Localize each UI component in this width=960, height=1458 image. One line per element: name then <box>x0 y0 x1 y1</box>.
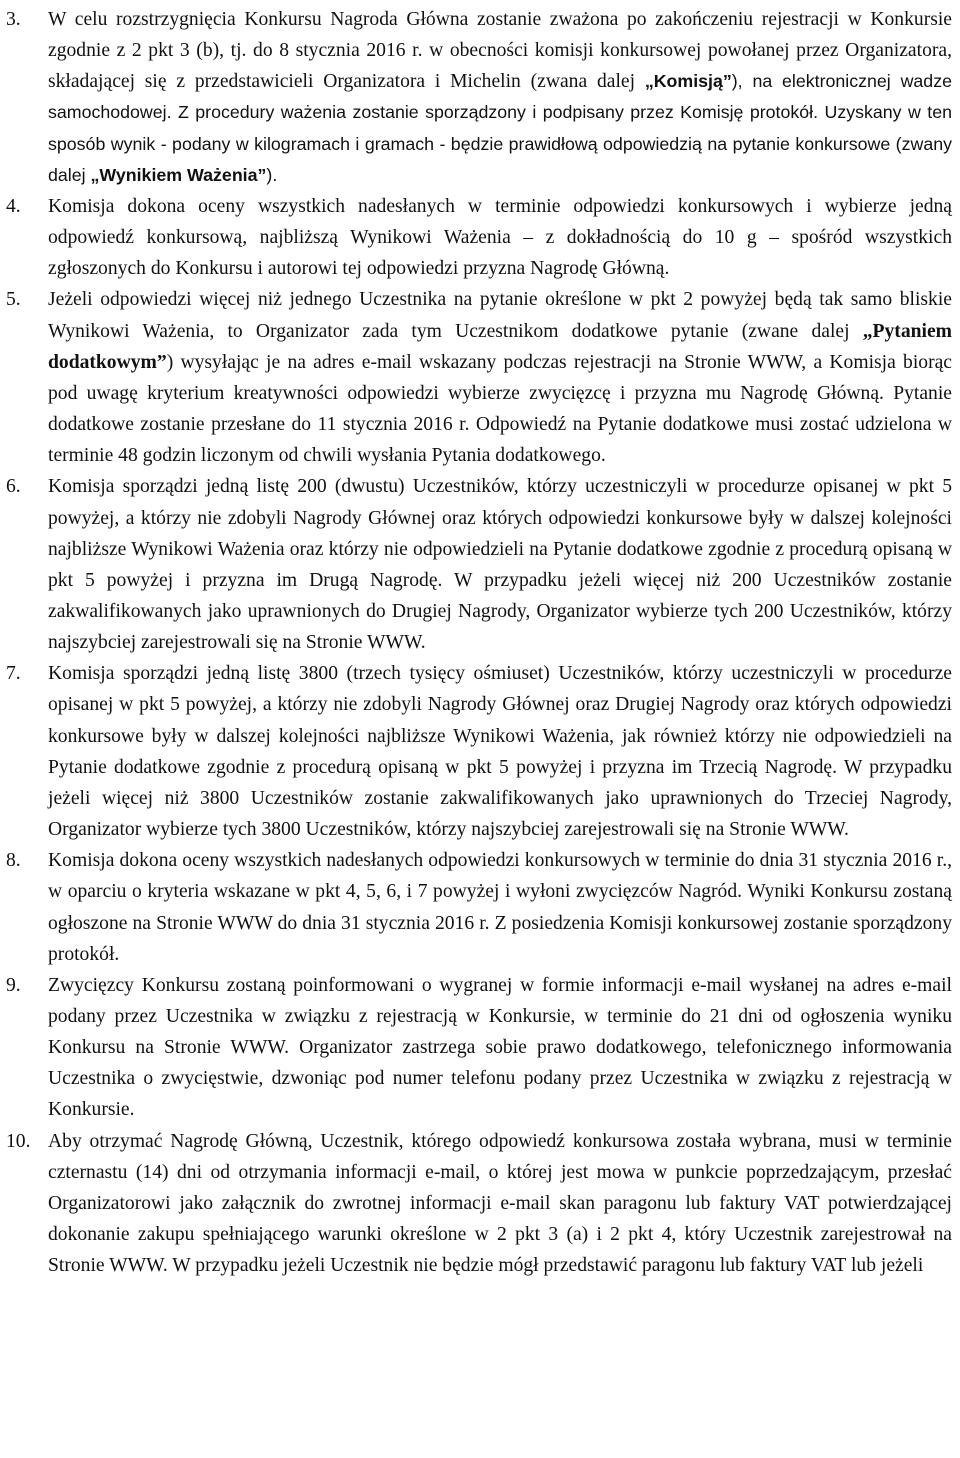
text-segment: Jeżeli odpowiedzi więcej niż jednego Uczestnika na pytanie określone w pkt 2 powyżej będą tak samo bliskie Wynikowi Ważenia, to Organizator zada tym Uczestnikom dodatkowe pytanie (zwane dalej <box>48 289 952 342</box>
text-segment: Komisja dokona oceny wszystkich nadesłanych odpowiedzi konkursowych w terminie do dnia 31 stycznia 2016 r., w oparciu o kryteria wskazane w pkt 4, 5, 6, i 7 powyżej i wyłoni zwycięzców Nagród. Wyniki Konkursu zostaną ogłoszone na Stronie WWW do dnia 31 stycznia 2016 r. Z posiedzenia Komisji konkursowej zostanie sporządzony protokół. <box>48 850 952 965</box>
item-text <box>48 196 952 279</box>
list-item <box>6 658 952 845</box>
list-item <box>6 284 952 471</box>
item-number: 3. <box>6 9 21 30</box>
list-item <box>6 845 952 970</box>
text-segment: W celu rozstrzygnięcia Konkursu Nagroda Główna zostanie zważona po zakończeniu rejestracji w Konkursie zgodnie z 2 pkt 3 (b), tj. do 8 stycznia 2016 r. w obecności komisji konkursowej powołanej przez Organizatora, składającej się z przedstawicieli Organizatora i Michelin (zwana dalej <box>48 9 952 93</box>
item-number: 9. <box>6 974 21 996</box>
list-item <box>6 4 952 191</box>
text-segment: Komisja sporządzi jedną listę 200 (dwustu) Uczestników, którzy uczestniczyli w procedurze opisanej w pkt 5 powyżej, a którzy nie zdobyli Nagrody Głównej oraz których odpowiedzi konkursowe były w dalszej kolejności najbliższe Wynikowi Ważenia oraz którzy nie odpowiedzieli na Pytanie dodatkowe zgodnie z procedurą opisaną w pkt 5 powyżej i przyzna im Drugą Nagrodę. W przypadku jeżeli więcej niż 200 Uczestników zostanie zakwalifikowanych jako uprawnionych do Drugiej Nagrody, Organizator wybierze tych 200 Uczestników, którzy najszybciej zarejestrowali się na Stronie WWW. <box>48 476 952 654</box>
text-segment: Aby otrzymać Nagrodę Główną, Uczestnik, którego odpowiedź konkursowa została wybrana, musi w terminie czternastu (14) dni od otrzymania informacji e-mail, o której jest mowa w punkcie poprzedzającym, przesłać Organizatorowi jako załącznik do zwrotnej informacji e-mail skan paragonu lub faktury VAT potwierdzającej dokonanie zakupu spełniającego warunki określone w 2 pkt 3 (a) i 2 pkt 4, który Uczestnik zarejestrował na Stronie WWW. W przypadku jeżeli Uczestnik nie będzie mógł przedstawić paragonu lub faktury VAT lub jeżeli <box>48 1130 952 1277</box>
text-segment: Zwycięzcy Konkursu zostaną poinformowani o wygranej w formie informacji e-mail wysłanej na adres e-mail podany przez Uczestnika w związku z rejestracją w Konkursie, w terminie do 21 dni od ogłoszenia wyniku Konkursu na Stronie WWW. Organizator zastrzega sobie prawo dodatkowego, telefonicznego informowania Uczestnika o zwycięstwie, dzwoniąc pod numer telefonu podany przez Uczestnika w związku z rejestracją w Konkursie. <box>48 974 952 1121</box>
text-segment: ). <box>266 164 278 185</box>
defined-term: „Komisją” <box>644 71 732 92</box>
item-number: 6. <box>6 476 21 498</box>
item-number: 4. <box>6 195 21 217</box>
defined-term: „Pytaniem dodatkowym” <box>48 320 952 373</box>
text-segment: Komisja dokona oceny wszystkich nadesłanych w terminie odpowiedzi konkursowych i wybierze jedną odpowiedź konkursową, najbliższą Wynikowi Ważenia – z dokładnością do 10 g – spośród wszystkich zgłoszonych do Konkursu i autorowi tej odpowiedzi przyzna Nagrodę Główną. <box>48 195 952 280</box>
item-text <box>48 663 952 840</box>
list-item <box>6 970 952 1126</box>
item-text <box>48 1131 952 1277</box>
defined-term: „Wynikiem Ważenia” <box>90 164 267 185</box>
list-item <box>6 191 952 284</box>
item-text <box>48 850 952 964</box>
item-number: 7. <box>6 663 21 685</box>
text-segment: ) wysyłając je na adres e-mail wskazany podczas rejestracji na Stronie WWW, a Komisja biorąc pod uwagę kryterium kreatywności odpowiedzi wybierze zwycięzcę i przyzna mu Nagrodę Główną. Pytanie dodatkowe zostanie przesłane do 11 stycznia 2016 r. Odpowiedź na Pytanie dodatkowe musi zostać udzielona w terminie 48 godzin liczonym od chwili wysłania Pytania dodatkowego. <box>48 351 952 467</box>
item-number: 10. <box>6 1130 31 1152</box>
item-text <box>48 476 952 653</box>
list-item <box>6 1126 952 1282</box>
item-text <box>48 289 952 466</box>
item-text <box>48 9 952 186</box>
list-item <box>6 471 952 658</box>
item-number: 5. <box>6 289 21 311</box>
item-number: 8. <box>6 850 21 872</box>
text-segment: ), na elektronicznej wadze samochodowej. Z procedury ważenia zostanie sporządzony i podpisany przez Komisję protokół. Uzyskany w ten sposób wynik - podany w kilogramach i gramach - będzie prawidłową odpowiedzią na pytanie konkursowe (zwany dalej <box>48 71 952 185</box>
text-segment: Komisja sporządzi jedną listę 3800 (trzech tysięcy ośmiuset) Uczestników, którzy uczestniczyli w procedurze opisanej w pkt 5 powyżej, a którzy nie zdobyli Nagrody Głównej oraz Drugiej Nagrody oraz których odpowiedzi konkursowe były w dalszej kolejności najbliższe Wynikowi Ważenia, jak również którzy nie odpowiedzieli na Pytanie dodatkowe zgodnie z procedurą opisaną w pkt 5 powyżej i przyzna im Trzecią Nagrodę. W przypadku jeżeli więcej niż 3800 Uczestników zostanie zakwalifikowanych jako uprawnionych do Trzeciej Nagrody, Organizator wybierze tych 3800 Uczestników, którzy najszybciej zarejestrowali się na Stronie WWW. <box>48 663 952 841</box>
item-text <box>48 975 952 1121</box>
regulation-list <box>6 4 952 1281</box>
